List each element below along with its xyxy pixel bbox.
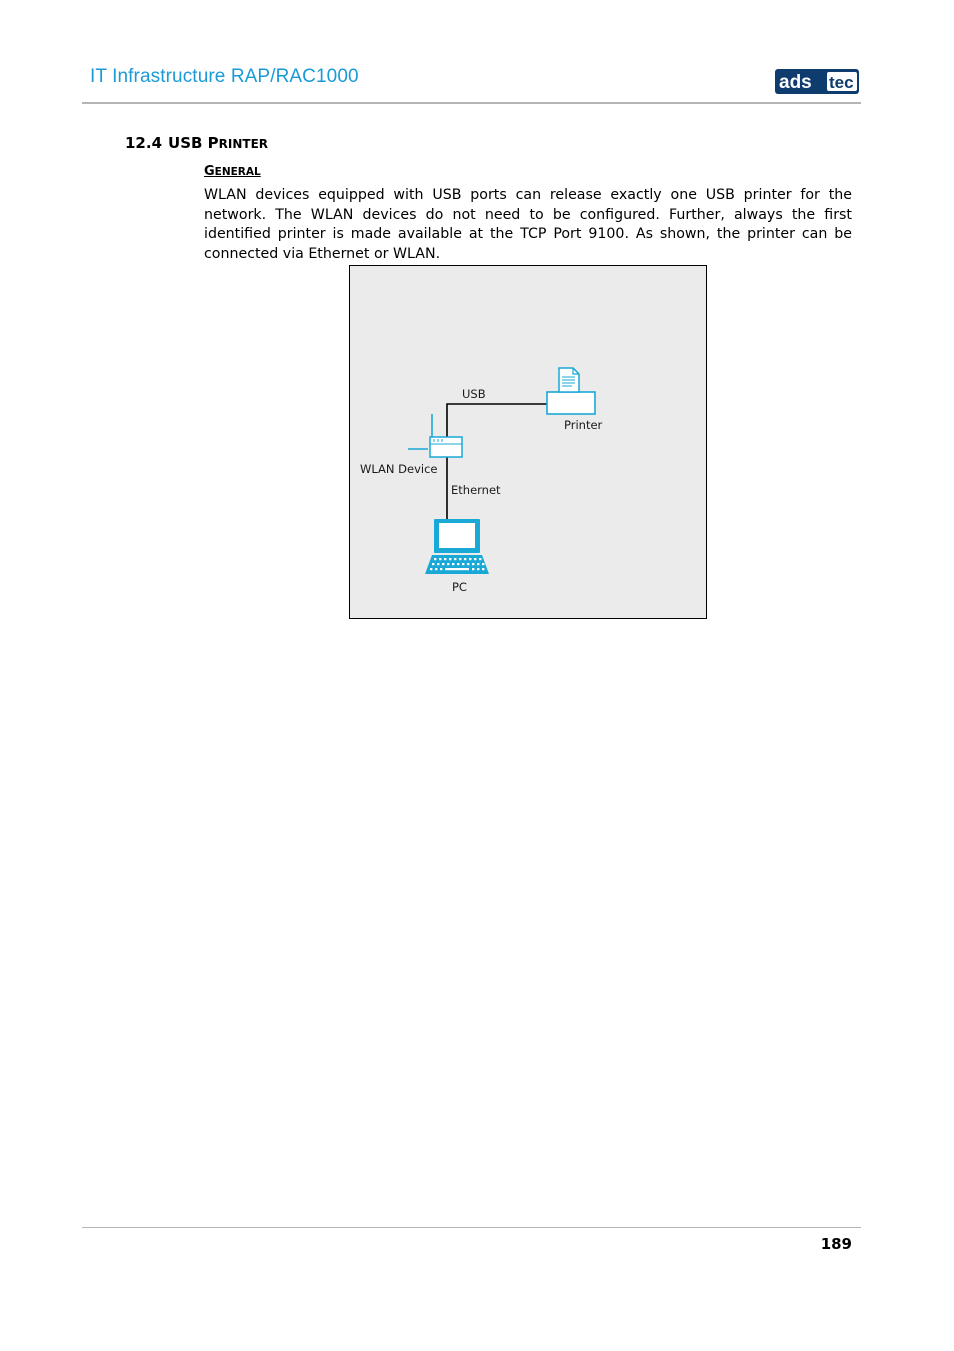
header-divider (82, 102, 861, 104)
laptop-icon (425, 519, 489, 574)
usb-label: USB (462, 387, 486, 401)
section-title-cap: P (207, 134, 219, 152)
printer-label: Printer (564, 418, 603, 432)
document-title: IT Infrastructure RAP/RAC1000 (90, 66, 359, 87)
body-paragraph: WLAN devices equipped with USB ports can release exactly one USB printer for the network. The WLAN devices do not need to be configured. Further, always the first identified printer is made available at the TCP Port 9100. As shown, the printer can be connected via Ethernet or WLAN. (204, 187, 852, 262)
diagram-canvas (350, 266, 706, 618)
wlan-device-icon (408, 414, 462, 457)
logo-text-tec: tec (829, 73, 854, 92)
subheading-rest: ENERAL (214, 166, 261, 178)
ethernet-label: Ethernet (451, 483, 501, 497)
section-number: 12.4 (125, 134, 163, 152)
network-diagram (349, 265, 707, 619)
subheading-general (204, 164, 261, 179)
section-title-word: USB (168, 134, 203, 152)
wlan-device-label: WLAN Device (360, 462, 438, 476)
section-heading (125, 134, 268, 152)
usb-connection-line (447, 404, 547, 439)
footer-divider (82, 1227, 861, 1228)
pc-label: PC (452, 580, 467, 594)
subheading-cap: G (204, 164, 215, 179)
ads-tec-logo (775, 69, 859, 94)
page-number: 189 (820, 1235, 852, 1253)
logo-text-ads: ads (779, 72, 812, 93)
section-title-rest: RINTER (218, 137, 269, 151)
printer-icon (547, 368, 595, 414)
